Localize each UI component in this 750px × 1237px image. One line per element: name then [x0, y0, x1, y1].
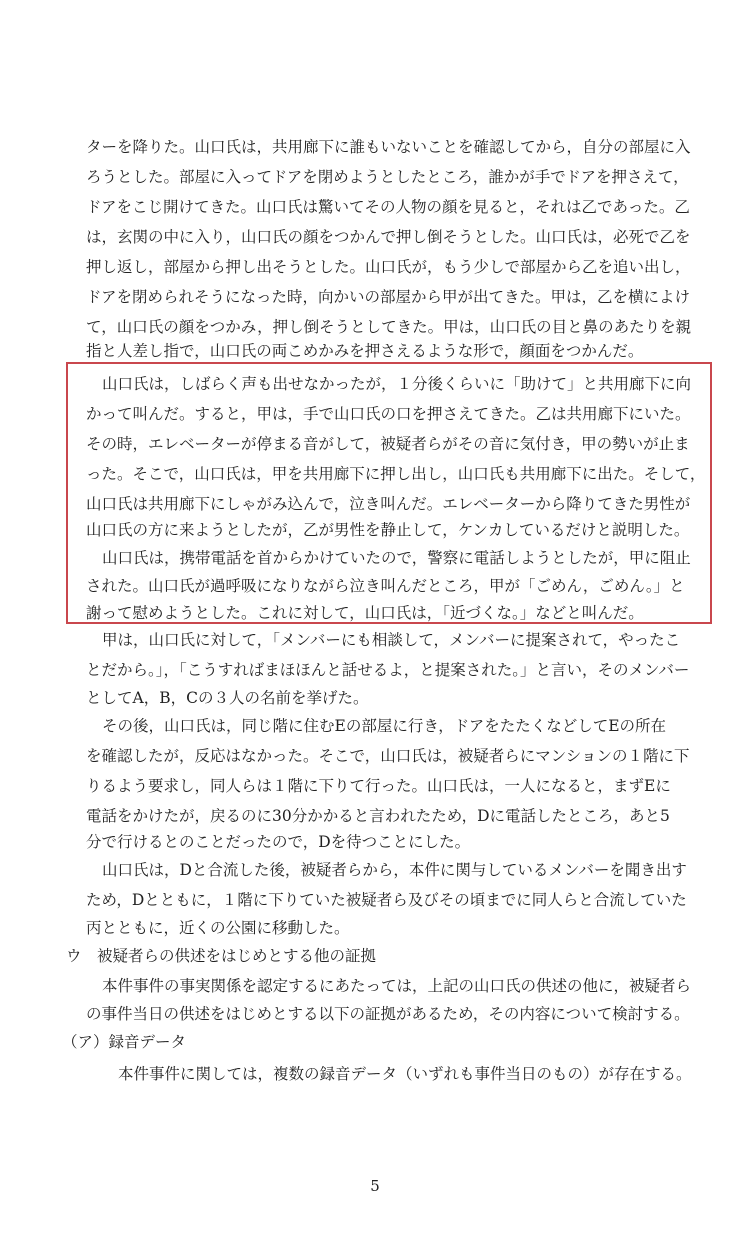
text-line: は，玄関の中に入り，山口氏の顔をつかんで押し倒そうとした。山口氏は，必死で乙を	[86, 228, 691, 246]
text-line: て，山口氏の顔をつかみ，押し倒そうとしてきた。甲は，山口氏の目と鼻のあたりを親	[86, 318, 692, 336]
text-line: 山口氏は共用廊下にしゃがみ込んで，泣き叫んだ。エレベーターから降りてきた男性が	[86, 495, 691, 513]
text-line: ドアを閉められそうになった時，向かいの部屋から甲が出てきた。甲は，乙を横によけ	[86, 288, 691, 306]
text-line: の事件当日の供述をはじめとする以下の証拠があるため，その内容について検討する。	[86, 1005, 690, 1023]
text-line: かって叫んだ。すると，甲は，手で山口氏の口を押さえてきた。乙は共用廊下にいた。	[86, 405, 691, 423]
text-line: った。そこで，山口氏は，甲を共用廊下に押し出し，山口氏も共用廊下に出た。そして，	[86, 465, 706, 483]
text-line: 謝って慰めようとした。これに対して，山口氏は，「近づくな。」などと叫んだ。	[86, 604, 644, 622]
text-line: 山口氏は，しばらく声も出せなかったが，１分後くらいに「助けて」と共用廊下に向	[102, 375, 692, 393]
text-line: ドアをこじ開けてきた。山口氏は驚いてその人物の顔を見ると，それは乙であった。乙	[86, 198, 690, 216]
text-line: 電話をかけたが，戻るのに30分かかると言われたため，Dに電話したところ，あと5	[86, 807, 670, 825]
text-line: を確認したが，反応はなかった。そこで，山口氏は，被疑者らにマンションの１階に下	[86, 747, 690, 765]
text-line: その時，エレベーターが停まる音がして，被疑者らがその音に気付き，甲の勢いが止ま	[86, 435, 690, 453]
subsection-heading: （ア）録音データ	[62, 1033, 187, 1051]
text-line: その後，山口氏は，同じ階に住むEの部屋に行き，ドアをたたくなどしてEの所在	[102, 717, 667, 735]
text-line: 分で行けるとのことだったので，Dを待つことにした。	[86, 833, 471, 851]
section-heading: ウ 被疑者らの供述をはじめとする他の証拠	[66, 947, 377, 965]
text-line: ろうとした。部屋に入ってドアを閉めようとしたところ，誰かが手でドアを押さえて，	[86, 168, 689, 186]
text-line: 山口氏は，Dと合流した後，被疑者らから，本件に関与しているメンバーを聞き出す	[102, 861, 687, 879]
text-line: りるよう要求し，同人らは１階に下りて行った。山口氏は，一人になると，まずEに	[86, 777, 671, 795]
text-line: 本件事件の事実関係を認定するにあたっては，上記の山口氏の供述の他に，被疑者ら	[102, 977, 692, 995]
text-line: ターを降りた。山口氏は，共用廊下に誰もいないことを確認してから，自分の部屋に入	[86, 138, 691, 156]
text-line: 山口氏は，携帯電話を首からかけていたので，警察に電話しようとしたが，甲に阻止	[102, 549, 691, 567]
text-line: としてA，B，Cの３人の名前を挙げた。	[86, 689, 369, 707]
text-line: 押し返し，部屋から押し出そうとした。山口氏が，もう少しで部屋から乙を追い出し，	[86, 258, 691, 276]
text-line: された。山口氏が過呼吸になりながら泣き叫んだところ，甲が「ごめん，ごめん。」と	[86, 577, 685, 595]
text-line: ため，Dとともに，１階に下りていた被疑者ら及びその頃までに同人らと合流していた	[86, 891, 687, 909]
page-number: 5	[370, 1177, 380, 1195]
text-line: 甲は，山口氏に対して，「メンバーにも相談して，メンバーに提案されて，やったこ	[102, 631, 681, 649]
text-line: 指と人差し指で，山口氏の両こめかみを押さえるような形で，顔面をつかんだ。	[86, 342, 644, 360]
text-line: 丙とともに，近くの公園に移動した。	[86, 919, 350, 937]
text-line: 本件事件に関しては，複数の録音データ（いずれも事件当日のもの）が存在する。	[118, 1065, 692, 1083]
text-line: 山口氏の方に来ようとしたが，乙が男性を静止して，ケンカしているだけと説明した。	[86, 521, 690, 539]
text-line: とだから。」，「こうすればまほほんと話せるよ，と提案された。」と言い，そのメンバー	[86, 661, 690, 679]
